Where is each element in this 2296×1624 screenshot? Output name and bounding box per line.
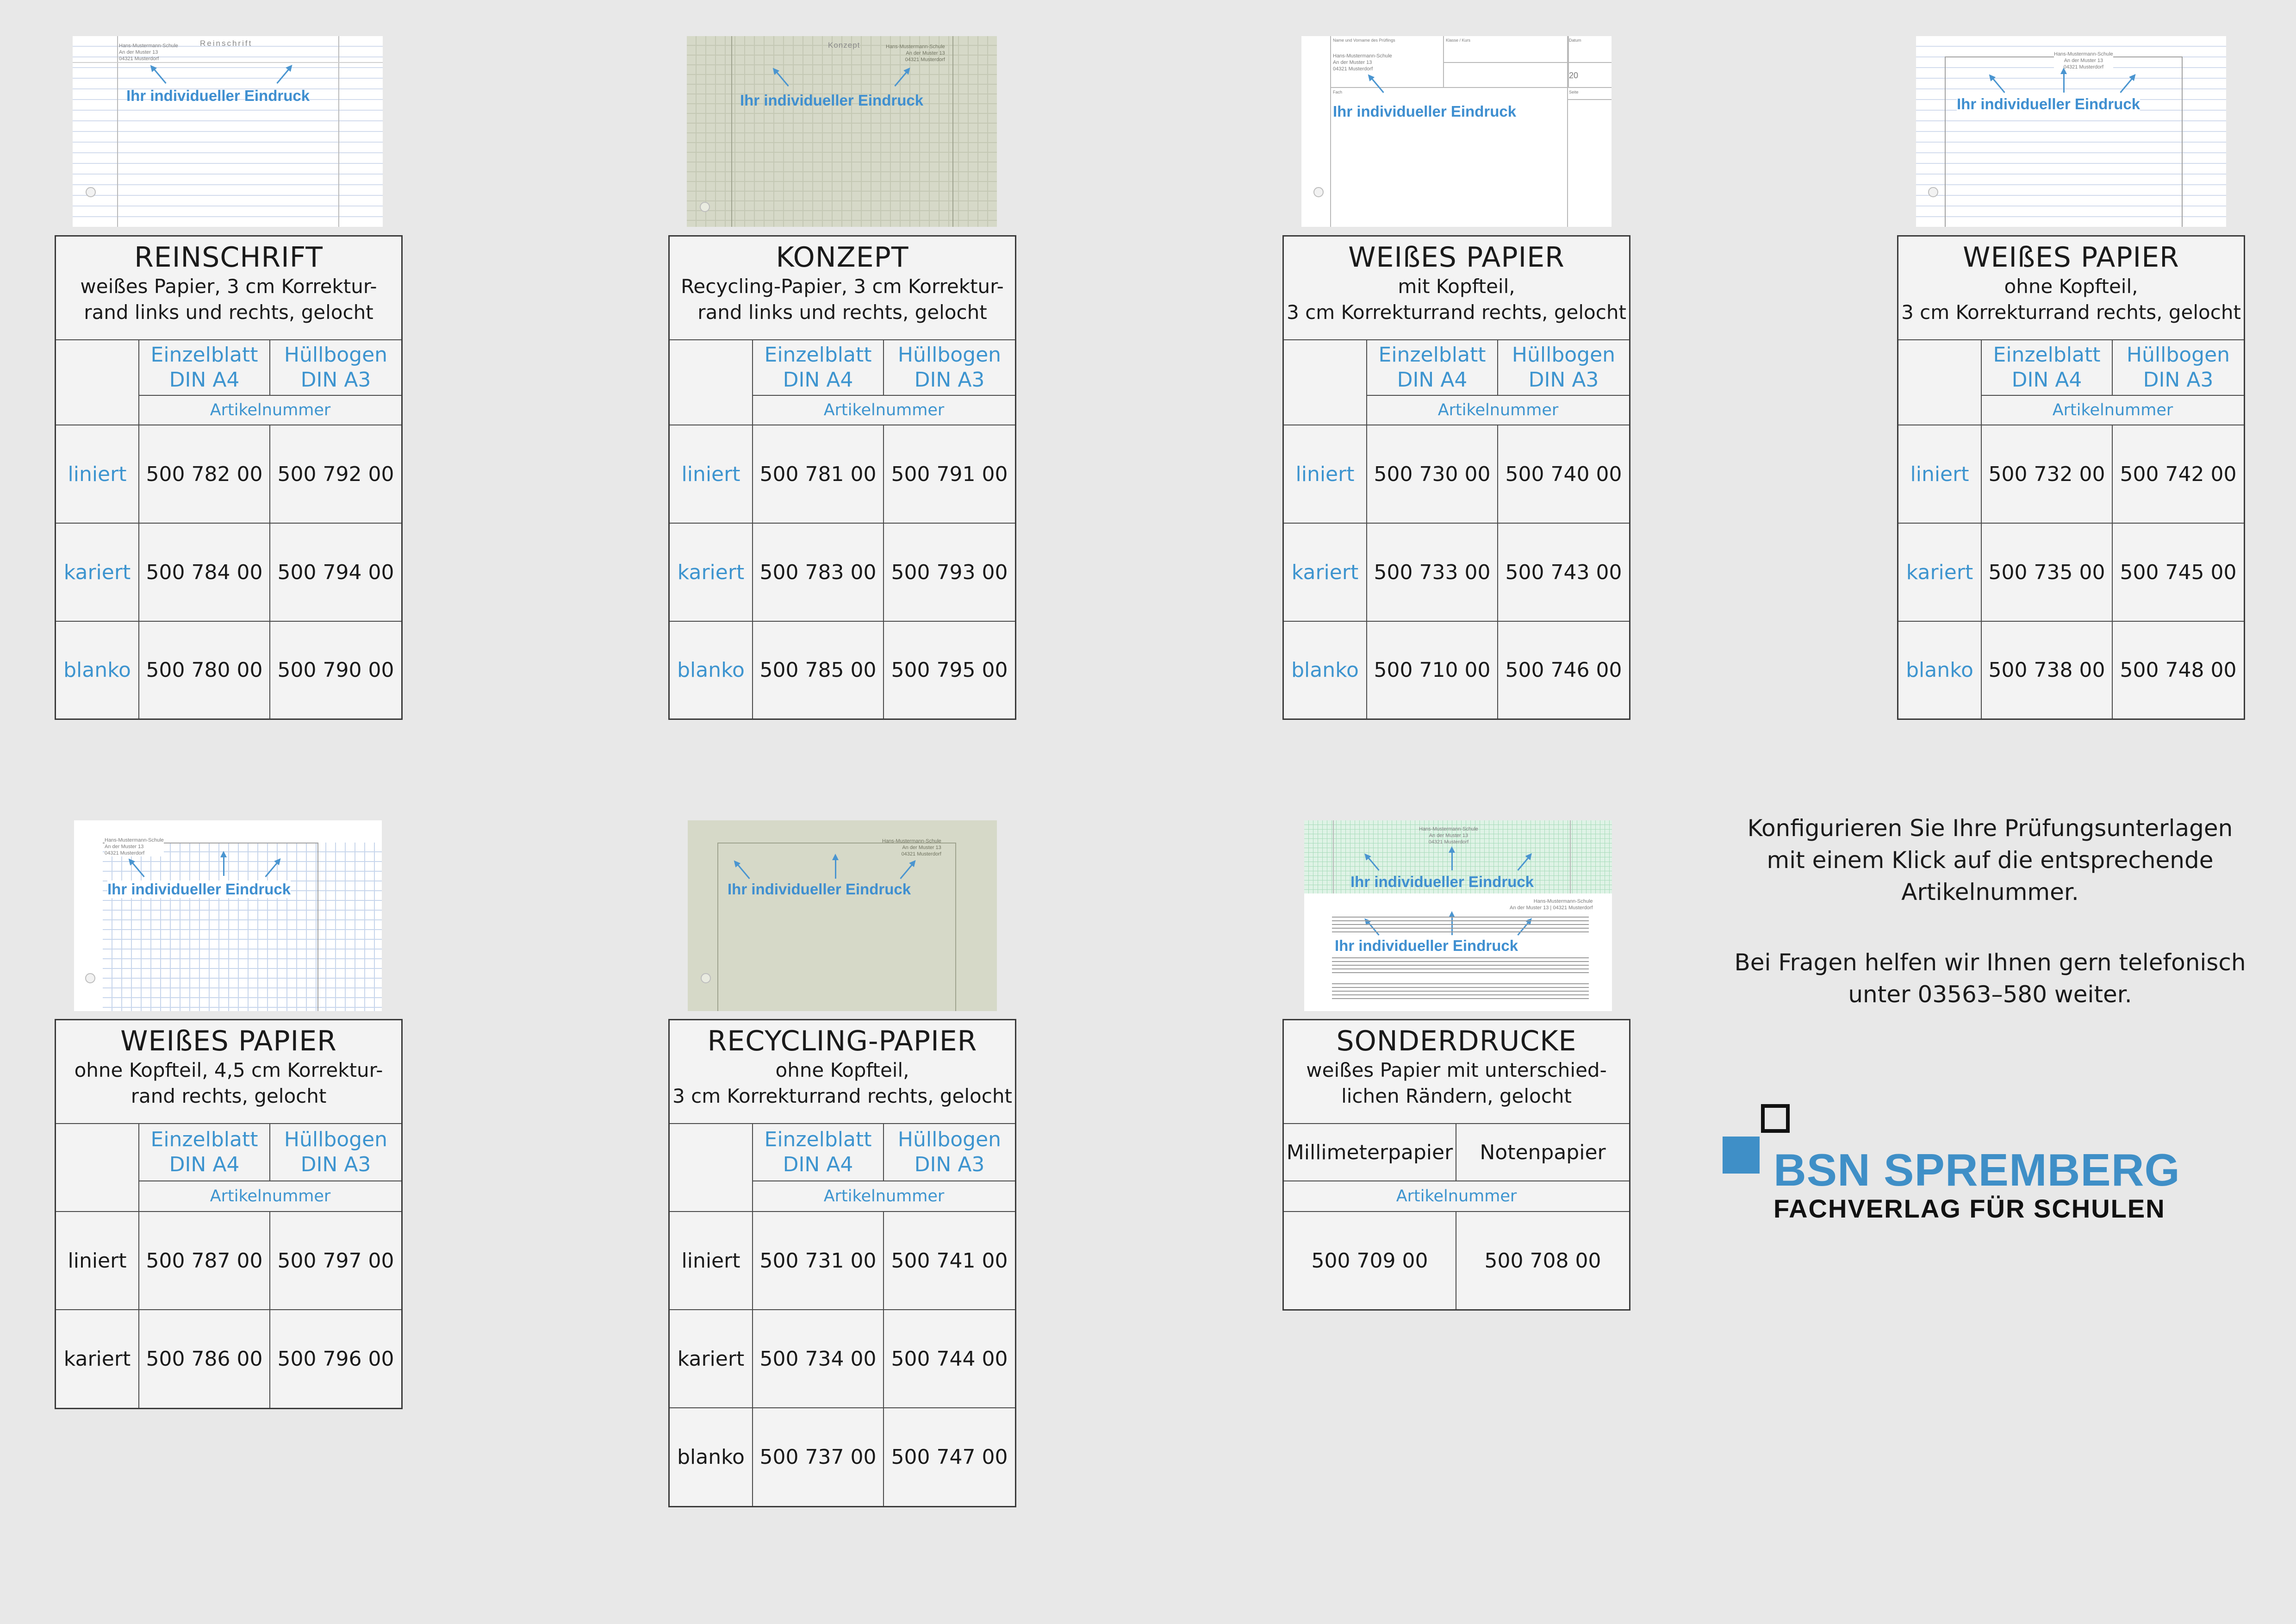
preview-weiss-ohne-kopfteil [1916, 36, 2226, 227]
info-line: unter 03563–580 weiter. [1848, 981, 2132, 1008]
table-header [56, 237, 401, 340]
preview-konzept-header: Konzept [828, 41, 860, 50]
article-number-link[interactable]: 500 785 00 [753, 622, 884, 718]
preview-school-address-oneline: Hans-Mustermann-Schule An der Muster 13 | 04321 Musterdorf [1510, 899, 1593, 911]
row-label-liniert: liniert [1284, 425, 1367, 524]
artikelnummer-label: Artikelnummer [1367, 396, 1629, 425]
product-table-sonderdrucke [1282, 1019, 1630, 1311]
table-subtitle-line: weißes Papier mit unterschied- [1306, 1059, 1607, 1081]
row-label-kariert: kariert [56, 524, 139, 622]
column-header-a4: Einzelblatt DIN A4 [1982, 340, 2113, 396]
column-header-a3: Hüllbogen DIN A3 [884, 340, 1015, 396]
article-number-link[interactable]: 500 787 00 [139, 1212, 270, 1310]
arrow-icon [154, 69, 167, 84]
row-label-kariert: kariert [670, 524, 753, 622]
article-number-link[interactable]: 500 791 00 [884, 425, 1015, 524]
preview-reinschrift-header: Reinschrift [200, 39, 253, 48]
arrow-icon [894, 71, 907, 87]
arrow-icon [223, 856, 224, 876]
table-header [56, 1020, 401, 1124]
article-number-link[interactable]: 500 735 00 [1982, 524, 2113, 622]
article-number-link[interactable]: 500 731 00 [753, 1212, 884, 1310]
preview-recycling-ohne-kopfteil [688, 820, 997, 1011]
info-line: Bei Fragen helfen wir Ihnen gern telefonisch [1734, 949, 2246, 976]
preview-imprint-text: Ihr individueller Eindruck [1333, 103, 1517, 120]
arrow-icon [835, 859, 836, 879]
row-label-kariert: kariert [56, 1310, 139, 1408]
preview-reinschrift [73, 36, 383, 227]
article-number-link[interactable]: 500 746 00 [1505, 658, 1622, 682]
row-label-blanko: blanko [1284, 622, 1367, 718]
table-subtitle-line: Recycling-Papier, 3 cm Korrektur- [681, 275, 1004, 298]
article-number-link[interactable]: 500 742 00 [2113, 425, 2244, 524]
row-label-liniert: liniert [670, 1212, 753, 1310]
column-header-a4: Einzelblatt DIN A4 [753, 340, 884, 396]
column-header-a4: Einzelblatt DIN A4 [139, 1124, 270, 1181]
preview-sonderdrucke [1304, 820, 1612, 1011]
row-label-kariert: kariert [1284, 524, 1367, 622]
article-number-link[interactable]: 500 709 00 [1284, 1212, 1456, 1309]
article-number-link[interactable]: 500 784 00 [139, 524, 270, 622]
column-header-a4: Einzelblatt DIN A4 [1367, 340, 1498, 396]
product-table-weiss-ohne-kopfteil [1897, 235, 2245, 720]
article-number-link[interactable]: 500 738 00 [1982, 622, 2113, 718]
artikelnummer-label: Artikelnummer [753, 1181, 1015, 1212]
table-title: KONZEPT [776, 241, 909, 274]
punch-hole-icon [1928, 187, 1938, 197]
artikelnummer-label: Artikelnummer [753, 396, 1015, 425]
preview-field-fach: Fach [1333, 90, 1343, 94]
preview-kopfteil-number: 20 [1569, 71, 1579, 80]
table-title: RECYCLING-PAPIER [707, 1025, 977, 1057]
arrow-icon [776, 71, 789, 87]
logo-tagline: FACHVERLAG FÜR SCHULEN [1773, 1194, 2165, 1223]
preview-weiss-mit-kopfteil [1301, 36, 1612, 227]
artikelnummer-label: Artikelnummer [1284, 1181, 1629, 1212]
article-number-link[interactable]: 500 740 00 [1498, 425, 1629, 524]
article-number-link[interactable]: 500 732 00 [1982, 425, 2113, 524]
article-number-link[interactable]: 500 748 00 [2120, 658, 2237, 682]
row-label-blanko: blanko [1898, 622, 1982, 718]
article-number-link[interactable]: 500 797 00 [270, 1212, 401, 1310]
table-subtitle-line: ohne Kopfteil, [2004, 275, 2138, 298]
preview-school-address: Hans-Mustermann-Schule An der Muster 13 04321 Musterdorf [882, 838, 941, 857]
article-number-link[interactable]: 500 734 00 [753, 1310, 884, 1408]
info-line: Artikelnummer. [1901, 879, 2079, 906]
info-text-contact [1708, 947, 2272, 1011]
artikelnummer-label: Artikelnummer [139, 1181, 401, 1212]
punch-hole-icon [700, 202, 710, 212]
row-label-liniert: liniert [1898, 425, 1982, 524]
column-header-a3: Hüllbogen DIN A3 [270, 1124, 401, 1181]
row-label-kariert: kariert [1898, 524, 1982, 622]
product-table-weiss-45cm [55, 1019, 403, 1409]
article-number-link[interactable]: 500 745 00 [2113, 524, 2244, 622]
punch-hole-icon [701, 973, 711, 983]
preview-imprint-text: Ihr individueller Eindruck [1350, 873, 1534, 890]
product-table-recycling [668, 1019, 1016, 1507]
preview-imprint-text: Ihr individueller Eindruck [107, 881, 291, 898]
article-number-link[interactable]: 500 783 00 [753, 524, 884, 622]
artikelnummer-label: Artikelnummer [139, 396, 401, 425]
info-text-configure [1708, 812, 2272, 908]
preview-field-name: Name und Vorname des Prüflings [1333, 38, 1395, 43]
product-table-reinschrift [55, 235, 403, 720]
table-title: WEIßES PAPIER [120, 1025, 337, 1057]
info-line: mit einem Klick auf die entsprechende [1767, 847, 2214, 874]
article-number-link[interactable]: 500 781 00 [753, 425, 884, 524]
table-subtitle-line: mit Kopfteil, [1398, 275, 1515, 298]
article-number-link[interactable]: 500 710 00 [1367, 622, 1498, 718]
column-header-a3: Hüllbogen DIN A3 [270, 340, 401, 396]
article-number-link[interactable]: 500 790 00 [277, 658, 394, 682]
row-label-kariert: kariert [670, 1310, 753, 1408]
article-number-link[interactable]: 500 743 00 [1498, 524, 1629, 622]
table-subtitle-line: ohne Kopfteil, [775, 1059, 909, 1081]
preview-school-address: Hans-Mustermann-Schule An der Muster 13 04321 Musterdorf [105, 837, 164, 856]
table-subtitle-line: 3 cm Korrekturrand rechts, gelocht [1287, 301, 1626, 324]
row-label-blanko: blanko [56, 622, 139, 718]
logo-square-outline-icon [1761, 1104, 1790, 1133]
punch-hole-icon [1313, 187, 1324, 197]
column-header-notenpapier: Notenpapier [1456, 1124, 1629, 1181]
preview-imprint-text: Ihr individueller Eindruck [740, 92, 924, 109]
article-number-link[interactable]: 500 747 00 [891, 1445, 1008, 1469]
row-label-blanko: blanko [670, 622, 753, 718]
arrow-icon [1451, 852, 1453, 870]
article-number-link[interactable]: 500 741 00 [884, 1212, 1015, 1310]
table-subtitle-line: ohne Kopfteil, 4,5 cm Korrektur- [74, 1059, 383, 1081]
preview-imprint-text: Ihr individueller Eindruck [728, 881, 911, 898]
article-number-link[interactable]: 500 708 00 [1484, 1249, 1601, 1273]
preview-weiss-45cm [74, 820, 382, 1011]
table-header [1284, 1020, 1629, 1124]
preview-school-address: Hans-Mustermann-Schule An der Muster 13 04321 Musterdorf [1333, 53, 1392, 72]
article-number-link[interactable]: 500 780 00 [139, 622, 270, 718]
product-table-konzept [668, 235, 1016, 720]
article-number-link[interactable]: 500 796 00 [277, 1347, 394, 1371]
preview-konzept [687, 36, 997, 227]
preview-field-seite: Seite [1569, 90, 1579, 94]
logo-square-filled-icon [1723, 1137, 1760, 1174]
logo-name: BSN SPREMBERG [1773, 1144, 2180, 1195]
article-number-link[interactable]: 500 793 00 [884, 524, 1015, 622]
article-number-link[interactable]: 500 782 00 [139, 425, 270, 524]
article-number-link[interactable]: 500 786 00 [139, 1310, 270, 1408]
row-label-liniert: liniert [670, 425, 753, 524]
preview-school-address: Hans-Mustermann-Schule An der Muster 13 04321 Musterdorf [886, 44, 945, 62]
preview-imprint-text: Ihr individueller Eindruck [1957, 95, 2140, 112]
table-header [1898, 237, 2244, 340]
preview-school-address: Hans-Mustermann-Schule An der Muster 13 04321 Musterdorf [119, 43, 178, 62]
column-header-a3: Hüllbogen DIN A3 [2113, 340, 2244, 396]
table-subtitle-line: 3 cm Korrekturrand rechts, gelocht [672, 1085, 1012, 1107]
column-header-a3: Hüllbogen DIN A3 [1498, 340, 1629, 396]
arrow-icon [1451, 917, 1453, 935]
table-subtitle-line: weißes Papier, 3 cm Korrektur- [80, 275, 377, 298]
table-title: SONDERDRUCKE [1336, 1025, 1577, 1057]
table-subtitle-line: lichen Rändern, gelocht [1341, 1085, 1572, 1107]
table-subtitle-line: rand rechts, gelocht [131, 1085, 327, 1107]
article-number-link[interactable]: 500 737 00 [753, 1408, 884, 1506]
table-title: WEIßES PAPIER [1348, 241, 1565, 274]
article-number-link[interactable]: 500 795 00 [891, 658, 1008, 682]
table-header [670, 237, 1015, 340]
preview-school-address: Hans-Mustermann-Schule An der Muster 13 04321 Musterdorf [2054, 51, 2113, 70]
row-label-liniert: liniert [56, 1212, 139, 1310]
column-header-a3: Hüllbogen DIN A3 [884, 1124, 1015, 1181]
preview-school-address: Hans-Mustermann-Schule An der Muster 13 04321 Musterdorf [1419, 826, 1478, 845]
preview-imprint-text: Ihr individueller Eindruck [1335, 937, 1518, 954]
column-header-millimeterpapier: Millimeterpapier [1284, 1124, 1456, 1181]
info-line: Konfigurieren Sie Ihre Prüfungsunterlagen [1747, 815, 2233, 842]
row-label-liniert: liniert [56, 425, 139, 524]
preview-imprint-text: Ihr individueller Eindruck [126, 87, 310, 104]
punch-hole-icon [86, 187, 96, 197]
column-header-a4: Einzelblatt DIN A4 [753, 1124, 884, 1181]
product-table-weiss-mit-kopfteil [1282, 235, 1630, 720]
article-number-link[interactable]: 500 730 00 [1367, 425, 1498, 524]
table-title: WEIßES PAPIER [1963, 241, 2179, 274]
arrow-icon [2063, 73, 2065, 93]
article-number-link[interactable]: 500 744 00 [884, 1310, 1015, 1408]
article-number-link[interactable]: 500 792 00 [270, 425, 401, 524]
article-number-link[interactable]: 500 733 00 [1367, 524, 1498, 622]
table-subtitle-line: rand links und rechts, gelocht [697, 301, 987, 324]
table-title: REINSCHRIFT [134, 241, 323, 274]
article-number-link[interactable]: 500 794 00 [270, 524, 401, 622]
table-subtitle-line: rand links und rechts, gelocht [84, 301, 373, 324]
arrow-icon [276, 69, 289, 84]
preview-field-klasse: Klasse / Kurs [1446, 38, 1471, 43]
punch-hole-icon [85, 973, 95, 983]
artikelnummer-label: Artikelnummer [1982, 396, 2244, 425]
preview-field-datum: Datum [1569, 38, 1581, 43]
table-header [670, 1020, 1015, 1124]
row-label-blanko: blanko [670, 1408, 753, 1506]
table-subtitle-line: 3 cm Korrekturrand rechts, gelocht [1901, 301, 2241, 324]
column-header-a4: Einzelblatt DIN A4 [139, 340, 270, 396]
table-header [1284, 237, 1629, 340]
